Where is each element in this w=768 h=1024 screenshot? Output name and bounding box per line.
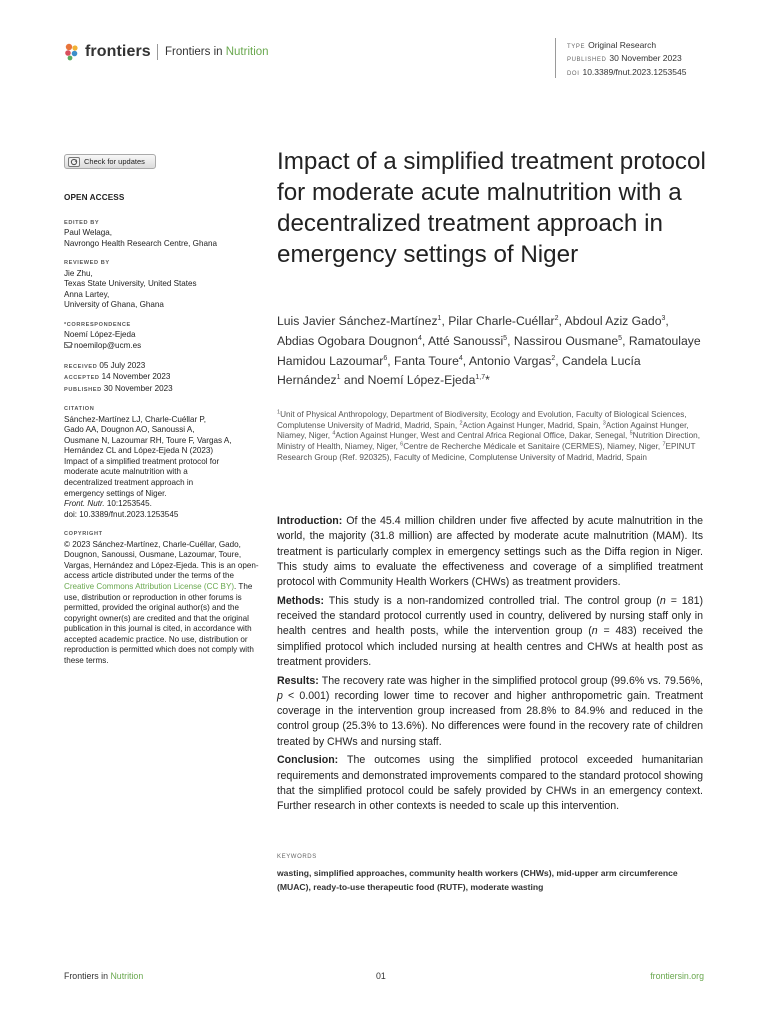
abstract-results — [277, 674, 703, 750]
reviewed-by-block — [64, 258, 264, 311]
correspondence-label: *CORRESPONDENCE — [64, 321, 131, 328]
header-divider — [157, 44, 158, 60]
conclusion-text: The outcomes using the simplified protocol exceeded humanitarian requirements and demonstrated improvements compared to the standard protocol showing that the simplified protocol could be safely provided by CHWs in an emergency context. Further research in other contexts is needed to scale up this intervention. — [277, 754, 703, 813]
citation-line: Impact of a simplified treatment protocol for — [64, 456, 220, 466]
type-label: TYPE — [567, 44, 586, 50]
reviewer-affiliation: University of Ghana, Ghana — [64, 300, 164, 310]
keywords-label: KEYWORDS — [277, 854, 317, 860]
results-text: The recovery rate was higher in the simplified protocol group (99.6% vs. 79.56%, — [318, 674, 703, 687]
citation-line: Gado AA, Dougnon AO, Sanoussi A, — [64, 425, 195, 435]
author-affiliation-ref: 4 — [417, 334, 422, 342]
journal-accent: Nutrition — [225, 46, 269, 58]
methods-heading: Methods: — [277, 594, 325, 607]
author-separator: , — [441, 314, 449, 328]
editor-affiliation: Navrongo Health Research Centre, Ghana — [64, 238, 217, 248]
citation-journal: Front. Nutr. — [64, 499, 105, 509]
conclusion-heading: Conclusion: — [277, 754, 339, 767]
author-separator: , — [507, 333, 514, 348]
affiliation-number: 2 — [459, 419, 463, 426]
reviewed-by-label: REVIEWED BY — [64, 260, 110, 267]
citation-volume: 10:1253545. — [104, 499, 152, 509]
introduction-text: Of the 45.4 million children under five affected by acute malnutrition in the world, the majority (31.8 million) are affected by moderate acute malnutrition (MAM). Its treatment is particularly complex in emergency settings such as the Diffa region in Niger. This study aims to evaluate the effectiveness and coverage of a simplified treatment protocol with Community Health Workers (CHWs) as treatment providers. — [277, 515, 703, 589]
frontiers-logo-icon — [64, 43, 80, 61]
affiliation-number: 6 — [400, 441, 404, 448]
journal-name[interactable] — [165, 46, 269, 58]
check-updates-label: Check for updates — [84, 157, 145, 166]
frontiers-logo[interactable] — [64, 43, 151, 61]
copyright-label: COPYRIGHT — [64, 531, 103, 538]
citation-block — [64, 404, 264, 520]
methods-text: = 181) received the standard protocol currently used in country, delivered by nursing staff only in health centres and health posts, while the intervention group ( — [277, 594, 704, 638]
affiliation-number: 4 — [332, 430, 336, 437]
check-updates-icon — [68, 157, 80, 167]
mail-icon — [64, 342, 72, 348]
author-affiliation-ref: 2 — [551, 354, 556, 362]
copyright-text-start: © 2023 Sánchez-Martínez, Charle-Cuéllar, Gado, Dougnon, Sanoussi, Ousmane, Lazoumar, Toure, Vargas, Hernández and López-Ejeda. This is an open-access article distributed under the terms of the — [64, 539, 259, 581]
affiliation-number: 7 — [662, 441, 666, 448]
author-affiliation-ref: 4 — [458, 354, 463, 362]
author-name[interactable]: Nassirou Ousmane — [513, 333, 619, 348]
author-name[interactable]: Noemí López-Ejeda — [367, 373, 476, 388]
affiliation-number: 5 — [629, 430, 633, 437]
footer-journal-prefix: Frontiers in — [64, 971, 111, 981]
reviewer-name: Anna Lartey, — [64, 289, 110, 299]
affiliation-text: Unit of Physical Anthropology, Department of Biodiversity, Ecology and Evolution, Faculty of Biological Sciences, Complutense University of Madrid, Madrid, Spain, — [277, 410, 687, 430]
citation-line: decentralized treatment approach in — [64, 478, 194, 488]
correspondence-name: Noemí López-Ejeda — [64, 330, 136, 340]
article-title: Impact of a simplified treatment protocol for moderate acute malnutrition with a decentralized treatment approach in emergency settings of Niger — [277, 148, 706, 268]
abstract-methods — [277, 594, 703, 670]
accepted-value: 14 November 2023 — [101, 372, 171, 382]
affiliation-text: Centre de Recherche Médicale et Sanitaire (CERMES), Niamey, Niger, — [403, 442, 663, 452]
author-separator: , — [421, 333, 428, 348]
author-separator: , — [558, 314, 565, 328]
affiliation-text: EPINUT Research Group (Ref. 920325), Faculty of Medicine, Complutense University of Madrid, Madrid, Spain — [277, 442, 696, 462]
affiliations — [277, 410, 707, 464]
open-access-heading: OPEN ACCESS — [64, 193, 125, 202]
license-link[interactable]: Creative Commons Attribution License (CC BY) — [64, 581, 235, 591]
author-affiliation-ref: 3 — [661, 314, 666, 322]
author-affiliation-ref: 2 — [554, 314, 559, 322]
citation-line: emergency settings of Niger. — [64, 488, 167, 498]
methods-n-symbol: n — [659, 594, 666, 607]
affiliation-text: Action Against Hunger, West and Central Africa Regional Office, Dakar, Senegal, — [335, 431, 630, 441]
author-affiliation-ref: 1 — [336, 374, 341, 382]
doi-value[interactable]: 10.3389/fnut.2023.1253545 — [582, 66, 687, 77]
author-name[interactable]: Candela Lucía Hernández — [277, 353, 641, 388]
citation-label: CITATION — [64, 406, 95, 413]
citation-line: Hernández CL and López-Ejeda N (2023) — [64, 446, 214, 456]
logo-text: frontiers — [85, 43, 151, 60]
author-name[interactable]: Atté Sanoussi — [427, 333, 504, 348]
doi-label: DOI — [567, 70, 580, 77]
edited-by-label: EDITED BY — [64, 219, 100, 226]
author-list — [277, 312, 707, 391]
footer-journal[interactable] — [64, 971, 143, 981]
author-name[interactable]: Pilar Charle-Cuéllar — [448, 314, 555, 328]
editor-name: Paul Welaga, — [64, 228, 112, 238]
footer-journal-accent: Nutrition — [110, 971, 144, 981]
dates-block — [64, 361, 264, 396]
copyright-block — [64, 529, 264, 666]
methods-n-symbol: n — [591, 625, 598, 638]
affiliation-text: Action Against Hunger, Madrid, Spain, — [462, 420, 603, 430]
published-label: PUBLISHED — [567, 57, 607, 64]
received-label: RECEIVED — [64, 363, 98, 370]
results-p-symbol: p — [277, 689, 283, 702]
meta-divider — [555, 38, 556, 78]
methods-text: = 483) received the simplified protocol which included nursing at health centres and CHWs at health post as treatment providers. — [277, 625, 704, 668]
affiliation-text: Nutrition Direction, Ministry of Health, Niamey, Niger, — [277, 431, 700, 452]
citation-doi[interactable]: doi: 10.3389/fnut.2023.1253545 — [64, 509, 179, 519]
author-name[interactable]: Abdias Ogobara Dougnon — [277, 333, 418, 348]
author-separator: and — [340, 373, 368, 388]
journal-prefix: Frontiers in — [165, 46, 226, 58]
author-affiliation-ref: 5 — [618, 334, 623, 342]
author-separator: , — [555, 353, 563, 368]
methods-text: This study is a non-randomized controlled trial. The control group ( — [324, 594, 660, 607]
citation-line: moderate acute malnutrition with a — [64, 467, 188, 477]
affiliation-text: Action Against Hunger, Niamey, Niger, — [277, 420, 689, 441]
results-heading: Results: — [277, 674, 319, 687]
author-separator: , — [622, 333, 629, 348]
page-number: 01 — [376, 971, 386, 981]
citation-line: Sánchez-Martínez LJ, Charle-Cuéllar P, — [64, 414, 207, 424]
edited-by-block — [64, 218, 264, 250]
reviewer-affiliation: Texas State University, United States — [64, 279, 197, 289]
author-name[interactable]: Antonio Vargas — [468, 353, 552, 368]
author-separator: , — [462, 353, 469, 368]
type-value: Original Research — [588, 40, 657, 50]
correspondence-email-row[interactable] — [64, 341, 264, 352]
results-text: < 0.001) recording lower time to recover and higher anthropometric gain. Treatment coverage in the intervention group increased from 28.8% to 84.9% and reduced in the control group (25.3% to 13.6%). No differences were found in the recovery rate of children treated by CHWs and nursing staff. — [277, 689, 703, 748]
citation-line: Ousmane N, Lazoumar RH, Toure F, Vargas A, — [64, 435, 232, 445]
author-name[interactable]: Ramatoulaye Hamidou Lazoumar — [277, 333, 701, 368]
copyright-text-end: . The use, distribution or reproduction in other forums is permitted, provided the original author(s) and the copyright owner(s) are credited and that the original publication in this journal is cited, in accordance with accepted academic practice. No use, distribution or reproduction is permitted which does not comply with these terms. — [64, 581, 254, 665]
check-for-updates-button[interactable] — [64, 154, 156, 169]
author-separator: , — [387, 353, 395, 368]
correspondence-email[interactable]: noemilop@ucm.es — [74, 341, 142, 351]
footer-site-link[interactable]: frontiersin.org — [650, 971, 704, 981]
introduction-heading: Introduction: — [277, 515, 343, 527]
copyright-text — [64, 540, 264, 667]
author-name[interactable]: Luis Javier Sánchez-Martínez — [277, 314, 438, 328]
abstract-conclusion — [277, 753, 703, 814]
article-meta — [567, 40, 686, 80]
author-affiliation-ref: 1,7 — [475, 374, 486, 382]
published-value: 30 November 2023 — [103, 383, 173, 393]
author-separator: , — [665, 314, 669, 328]
author-affiliation-ref: 6 — [383, 354, 388, 362]
author-affiliation-ref: 5 — [503, 334, 508, 342]
correspondence-block — [64, 320, 264, 352]
affiliation-number: 3 — [602, 419, 606, 426]
keywords: wasting, simplified approaches, community health workers (CHWs), mid-upper arm circumference (MUAC), ready-to-use therapeutic food (RUTF), moderate wasting — [277, 868, 678, 892]
affiliation-number: 1 — [277, 409, 281, 416]
author-affiliation-ref: 1 — [437, 314, 442, 322]
accepted-label: ACCEPTED — [64, 375, 100, 382]
reviewer-name: Jie Zhu, — [64, 268, 93, 278]
abstract — [277, 514, 703, 818]
article-sidebar — [64, 193, 264, 675]
abstract-introduction — [277, 514, 703, 590]
author-name[interactable]: Abdoul Aziz Gado — [564, 314, 662, 328]
published-label: PUBLISHED — [64, 386, 102, 393]
corresponding-author-mark: * — [485, 373, 490, 388]
author-name[interactable]: Fanta Toure — [394, 353, 459, 368]
received-value: 05 July 2023 — [99, 360, 146, 370]
published-value: 30 November 2023 — [609, 53, 682, 64]
